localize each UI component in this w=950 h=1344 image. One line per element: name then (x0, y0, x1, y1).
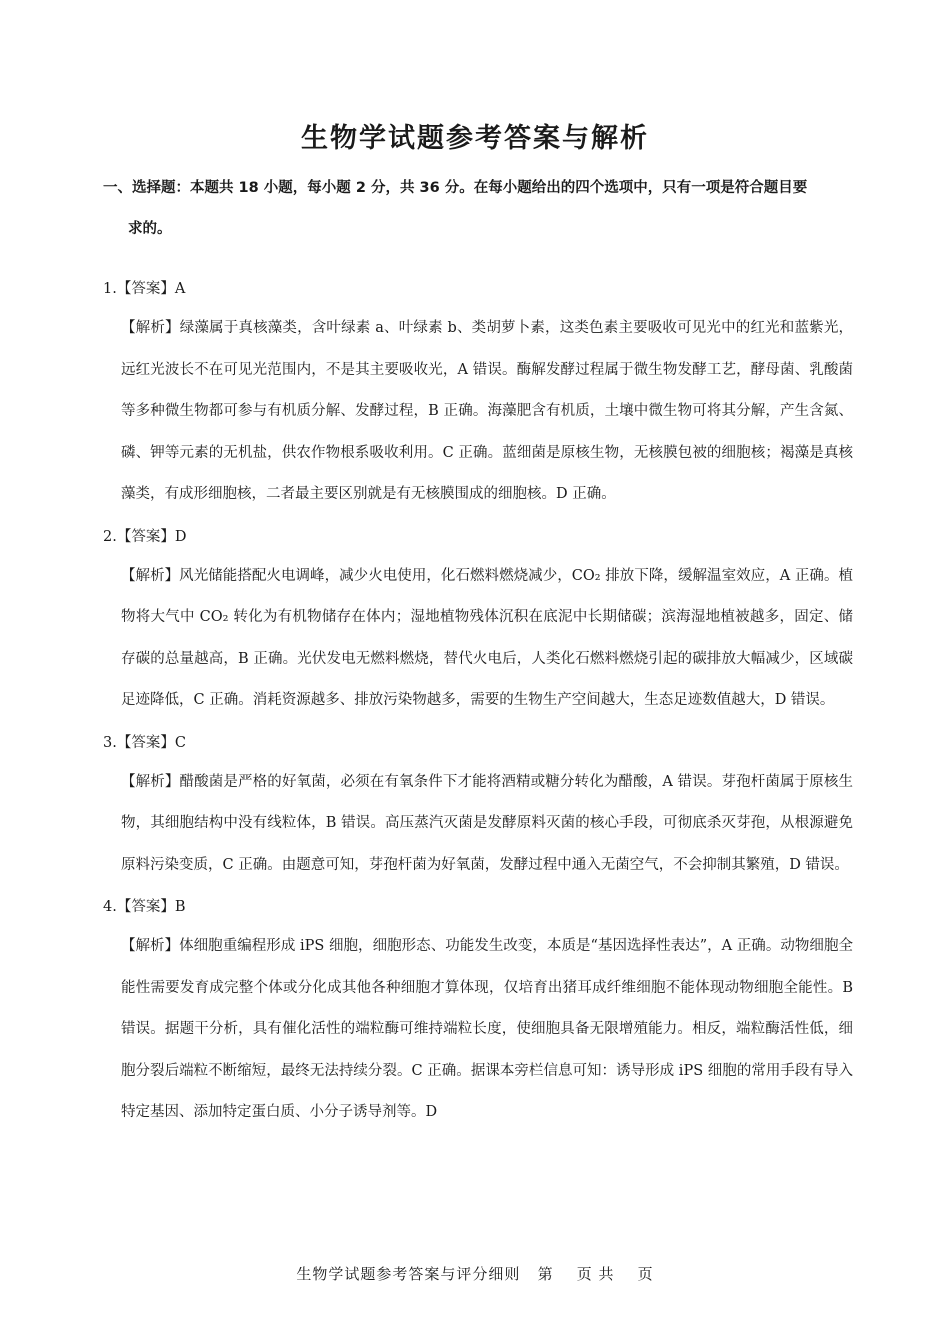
section-heading (103, 168, 853, 250)
footer-title: 生物学试题参考答案与评分细则 (296, 1265, 521, 1283)
analysis-paragraph: 【解析】风光储能搭配火电调峰，减少火电使用，化石燃料燃烧减少，CO₂ 排放下降，缓解温室效应，A 正确。植物将大气中 CO₂ 转化为有机物储存在体内；湿地植物残体沉积在底泥中长期储碳；滨海湿地植被越多，固定、储存碳的总量越高，B 正确。光伏发电无燃料燃烧，替代火电后，人类化石燃料燃烧引起的碳排放大幅减少，区域碳足迹降低，C 正确。消耗资源越多、排放污染物越多，需要的生物生产空间越大，生态足迹数值越大，D 错误。 (121, 567, 853, 708)
answers-list (103, 268, 853, 1134)
answer-line: 4.【答案】B (103, 899, 186, 915)
question-2 (103, 516, 853, 722)
question-3 (103, 722, 853, 887)
footer-page-prefix: 第 (537, 1265, 554, 1283)
answer-line: 1.【答案】A (103, 281, 186, 297)
footer-page-suffix: 页 (637, 1265, 654, 1283)
analysis-paragraph: 【解析】醋酸菌是严格的好氧菌，必须在有氧条件下才能将酒精或糖分转化为醋酸，A 错误。芽孢杆菌属于原核生物，其细胞结构中没有线粒体，B 错误。高压蒸汽灭菌是发酵原料灭菌的核心手段，可彻底杀灭芽孢，从根源避免原料污染变质，C 正确。由题意可知，芽孢杆菌为好氧菌，发酵过程中通入无菌空气，不会抑制其繁殖，D 错误。 (121, 773, 853, 873)
section-heading-line2: 求的。 (128, 221, 172, 237)
answer-line: 3.【答案】C (103, 734, 186, 751)
analysis-paragraph: 【解析】体细胞重编程形成 iPS 细胞，细胞形态、功能发生改变，本质是“基因选择性表达”，A 正确。动物细胞全能性需要发育成完整个体或分化成其他各种细胞才算体现，仅培育出猪耳成纤维细胞不能体现动物细胞全能性。B 错误。据题干分析，具有催化活性的端粒酶可维持端粒长度，使细胞具备无限增殖能力。相反，端粒酶活性低，细胞分裂后端粒不断缩短，最终无法持续分裂。C 正确。据课本旁栏信息可知：诱导形成 iPS 细胞的常用手段有导入特定基因、添加特定蛋白质、小分子诱导剂等。D (121, 938, 853, 1120)
question-4 (103, 886, 853, 1134)
answer-line: 2.【答案】D (103, 528, 187, 545)
page-title: 生物学试题参考答案与解析 (301, 123, 649, 154)
footer-page-mid: 页 共 (576, 1265, 615, 1283)
section-heading-line1: 一、选择题：本题共 18 小题，每小题 2 分，共 36 分。在每小题给出的四个选项中，只有一项是符合题目要 (103, 180, 808, 196)
page-footer (0, 1263, 950, 1284)
analysis-paragraph: 【解析】绿藻属于真核藻类，含叶绿素 a、叶绿素 b、类胡萝卜素，这类色素主要吸收可见光中的红光和蓝紫光，远红光波长不在可见光范围内，不是其主要吸收光，A 错误。酶解发酵过程属于微生物发酵工艺，酵母菌、乳酸菌等多种微生物都可参与有机质分解、发酵过程，B 正确。海藻肥含有机质，土壤中微生物可将其分解，产生含氮、磷、钾等元素的无机盐，供农作物根系吸收利用。C 正确。蓝细菌是原核生物，无核膜包被的细胞核；褐藻是真核藻类，有成形细胞核，二者最主要区别就是有无核膜围成的细胞核。D 正确。 (121, 320, 853, 502)
question-1 (103, 268, 853, 516)
